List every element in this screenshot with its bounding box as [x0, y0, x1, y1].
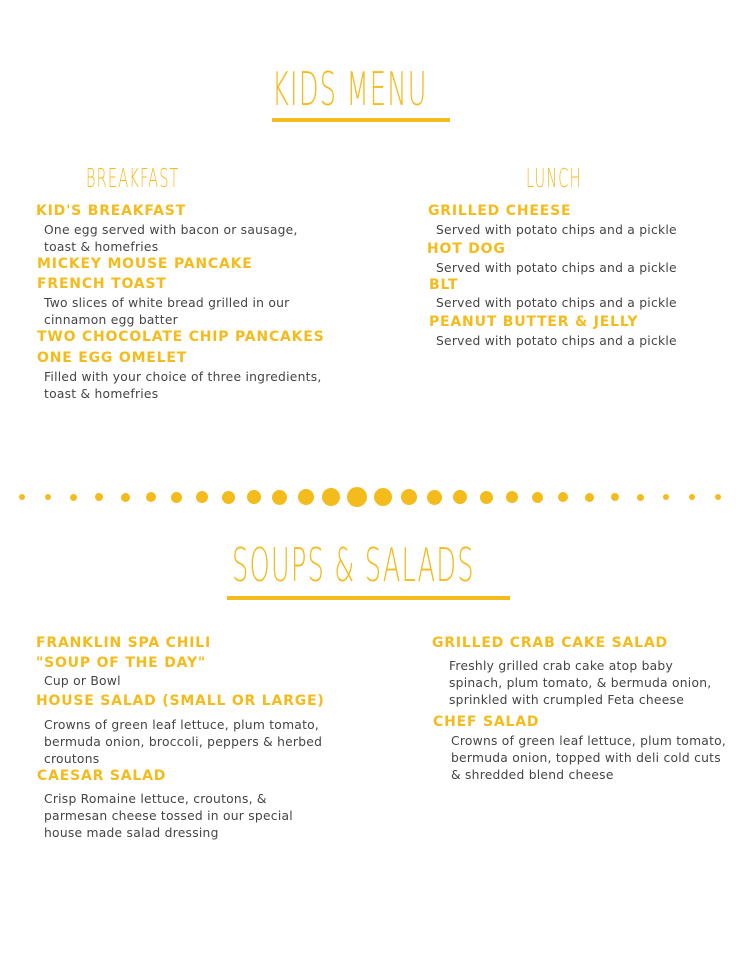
soup-salad-item-desc: Crisp Romaine lettuce, croutons, & [44, 792, 267, 806]
breakfast-item-name: FRENCH TOAST [37, 276, 167, 292]
soup-salad-item-name: "SOUP OF THE DAY" [36, 655, 206, 671]
soups-salads-title: SOUPS & SALADS [232, 538, 475, 592]
divider-dot [171, 492, 182, 503]
lunch-item-desc: Served with potato chips and a pickle [436, 334, 677, 348]
divider-dot [146, 492, 156, 502]
divider-dot [272, 490, 287, 505]
breakfast-item-desc: One egg served with bacon or sausage, [44, 223, 298, 237]
divider-dot [247, 490, 261, 504]
soup-salad-item-name: CAESAR SALAD [37, 768, 167, 784]
soup-salad-item-desc: croutons [44, 752, 100, 766]
soup-salad-item-desc: house made salad dressing [44, 826, 219, 840]
lunch-item-name: GRILLED CHEESE [428, 203, 572, 219]
divider-dot [689, 494, 695, 500]
breakfast-item-name: KID'S BREAKFAST [36, 203, 187, 219]
divider-dot [480, 491, 493, 504]
soup-salad-item-desc: spinach, plum tomato, & bermuda onion, [449, 676, 712, 690]
breakfast-item-name: MICKEY MOUSE PANCAKE [37, 256, 253, 272]
divider-dot [121, 493, 130, 502]
divider-dot [347, 487, 367, 507]
breakfast-item-name: TWO CHOCOLATE CHIP PANCAKES [37, 329, 325, 345]
breakfast-item-name: ONE EGG OMELET [37, 350, 188, 366]
kids-menu-underline [272, 118, 450, 122]
divider-dot [19, 494, 25, 500]
divider-dot [663, 494, 669, 500]
soup-salad-item-desc: parmesan cheese tossed in our special [44, 809, 293, 823]
soup-salad-item-desc: Cup or Bowl [44, 674, 121, 688]
breakfast-item-desc: Filled with your choice of three ingredients, [44, 370, 322, 384]
divider-dot [45, 494, 51, 500]
divider-dot [585, 493, 594, 502]
divider-dot [374, 488, 392, 506]
soup-salad-item-desc: Crowns of green leaf lettuce, plum tomato, [451, 734, 727, 748]
lunch-item-desc: Served with potato chips and a pickle [436, 296, 677, 310]
soup-salad-item-desc: Crowns of green leaf lettuce, plum tomato, [44, 718, 320, 732]
breakfast-item-desc: cinnamon egg batter [44, 313, 178, 327]
lunch-item-name: PEANUT BUTTER & JELLY [429, 314, 639, 330]
lunch-item-name: BLT [429, 277, 459, 293]
divider-dot [611, 493, 619, 501]
kids-menu-title: KIDS MENU [272, 62, 428, 116]
divider-dot [453, 490, 467, 504]
lunch-heading: LUNCH [526, 164, 582, 194]
soup-salad-item-name: FRANKLIN SPA CHILI [36, 635, 211, 651]
divider-dot [95, 493, 103, 501]
divider-dot [427, 490, 442, 505]
lunch-item-desc: Served with potato chips and a pickle [436, 223, 677, 237]
soup-salad-item-name: GRILLED CRAB CAKE SALAD [432, 635, 668, 651]
divider-dot [222, 491, 235, 504]
soup-salad-item-desc: Freshly grilled crab cake atop baby [449, 659, 674, 673]
soup-salad-item-desc: bermuda onion, topped with deli cold cuts [451, 751, 721, 765]
divider-dot [298, 489, 314, 505]
divider-dot [506, 491, 518, 503]
soup-salad-item-name: HOUSE SALAD (SMALL OR LARGE) [36, 693, 325, 709]
lunch-item-desc: Served with potato chips and a pickle [436, 261, 677, 275]
divider-dot [196, 491, 208, 503]
soup-salad-item-name: CHEF SALAD [433, 714, 540, 730]
divider-dot [532, 492, 543, 503]
soup-salad-item-desc: sprinkled with crumpled Feta cheese [449, 693, 685, 707]
breakfast-heading: BREAKFAST [86, 164, 180, 194]
soup-salad-item-desc: bermuda onion, broccoli, peppers & herbed [44, 735, 323, 749]
divider-dot [322, 488, 340, 506]
soups-salads-underline [227, 596, 510, 600]
breakfast-item-desc: toast & homefries [44, 387, 159, 401]
divider-dot [637, 494, 644, 501]
breakfast-item-desc: toast & homefries [44, 240, 159, 254]
divider-dot [715, 494, 721, 500]
divider-dot [401, 489, 417, 505]
breakfast-item-desc: Two slices of white bread grilled in our [44, 296, 290, 310]
soup-salad-item-desc: & shredded blend cheese [451, 768, 614, 782]
divider-dot [70, 494, 77, 501]
lunch-item-name: HOT DOG [427, 241, 506, 257]
divider-dot [558, 492, 568, 502]
